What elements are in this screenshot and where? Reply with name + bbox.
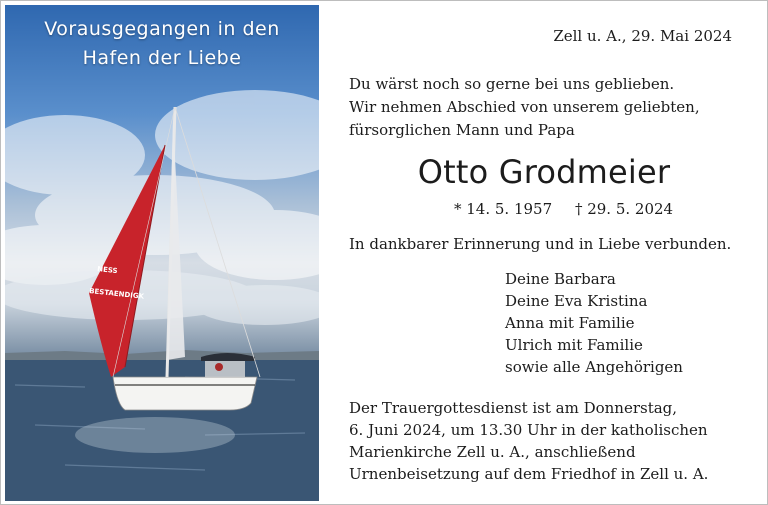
intro-text xyxy=(349,73,700,142)
notice-text xyxy=(319,1,768,505)
shoreline xyxy=(5,350,319,361)
mourner: Deine Barbara xyxy=(505,270,616,288)
clouds xyxy=(5,90,319,285)
sailboat-photo xyxy=(5,5,319,501)
sail-text-2: BESTAENDIGK xyxy=(88,287,145,301)
photo-caption-line: Hafen der Liebe xyxy=(82,47,242,69)
mourner: Ulrich mit Familie xyxy=(505,336,643,354)
intro-line: Wir nehmen Abschied von unserem geliebten, xyxy=(349,98,700,116)
service-line: Der Trauergottesdienst ist am Donnerstag, xyxy=(349,399,678,417)
death-date: † 29. 5. 2024 xyxy=(574,200,674,218)
intro-line: fürsorglichen Mann und Papa xyxy=(349,121,575,139)
life-dates xyxy=(454,200,673,218)
service-line: Urnenbeisetzung auf dem Friedhof in Zell u. A. xyxy=(349,465,709,483)
service-details xyxy=(349,397,708,485)
mourner: sowie alle Angehörigen xyxy=(505,358,683,376)
sail-text-1: NESS xyxy=(96,265,118,276)
mourner: Deine Eva Kristina xyxy=(505,292,648,310)
sailboat-illustration xyxy=(5,5,319,501)
service-line: Marienkirche Zell u. A., anschließend xyxy=(349,443,636,461)
remembrance-line: In dankbarer Erinnerung und in Liebe verbunden. xyxy=(349,235,732,253)
intro-line: Du wärst noch so gerne bei uns geblieben. xyxy=(349,75,675,93)
photo-caption xyxy=(5,15,319,73)
mourner: Anna mit Familie xyxy=(505,314,635,332)
deceased-name: Otto Grodmeier xyxy=(417,153,671,191)
birth-date: * 14. 5. 1957 xyxy=(454,200,553,218)
mourners-list xyxy=(505,268,683,378)
place-date: Zell u. A., 29. Mai 2024 xyxy=(553,27,732,45)
photo-caption-line: Vorausgegangen in den xyxy=(44,18,280,40)
boat-hull xyxy=(113,377,257,410)
service-line: 6. Juni 2024, um 13.30 Uhr in der katholischen xyxy=(349,421,708,439)
